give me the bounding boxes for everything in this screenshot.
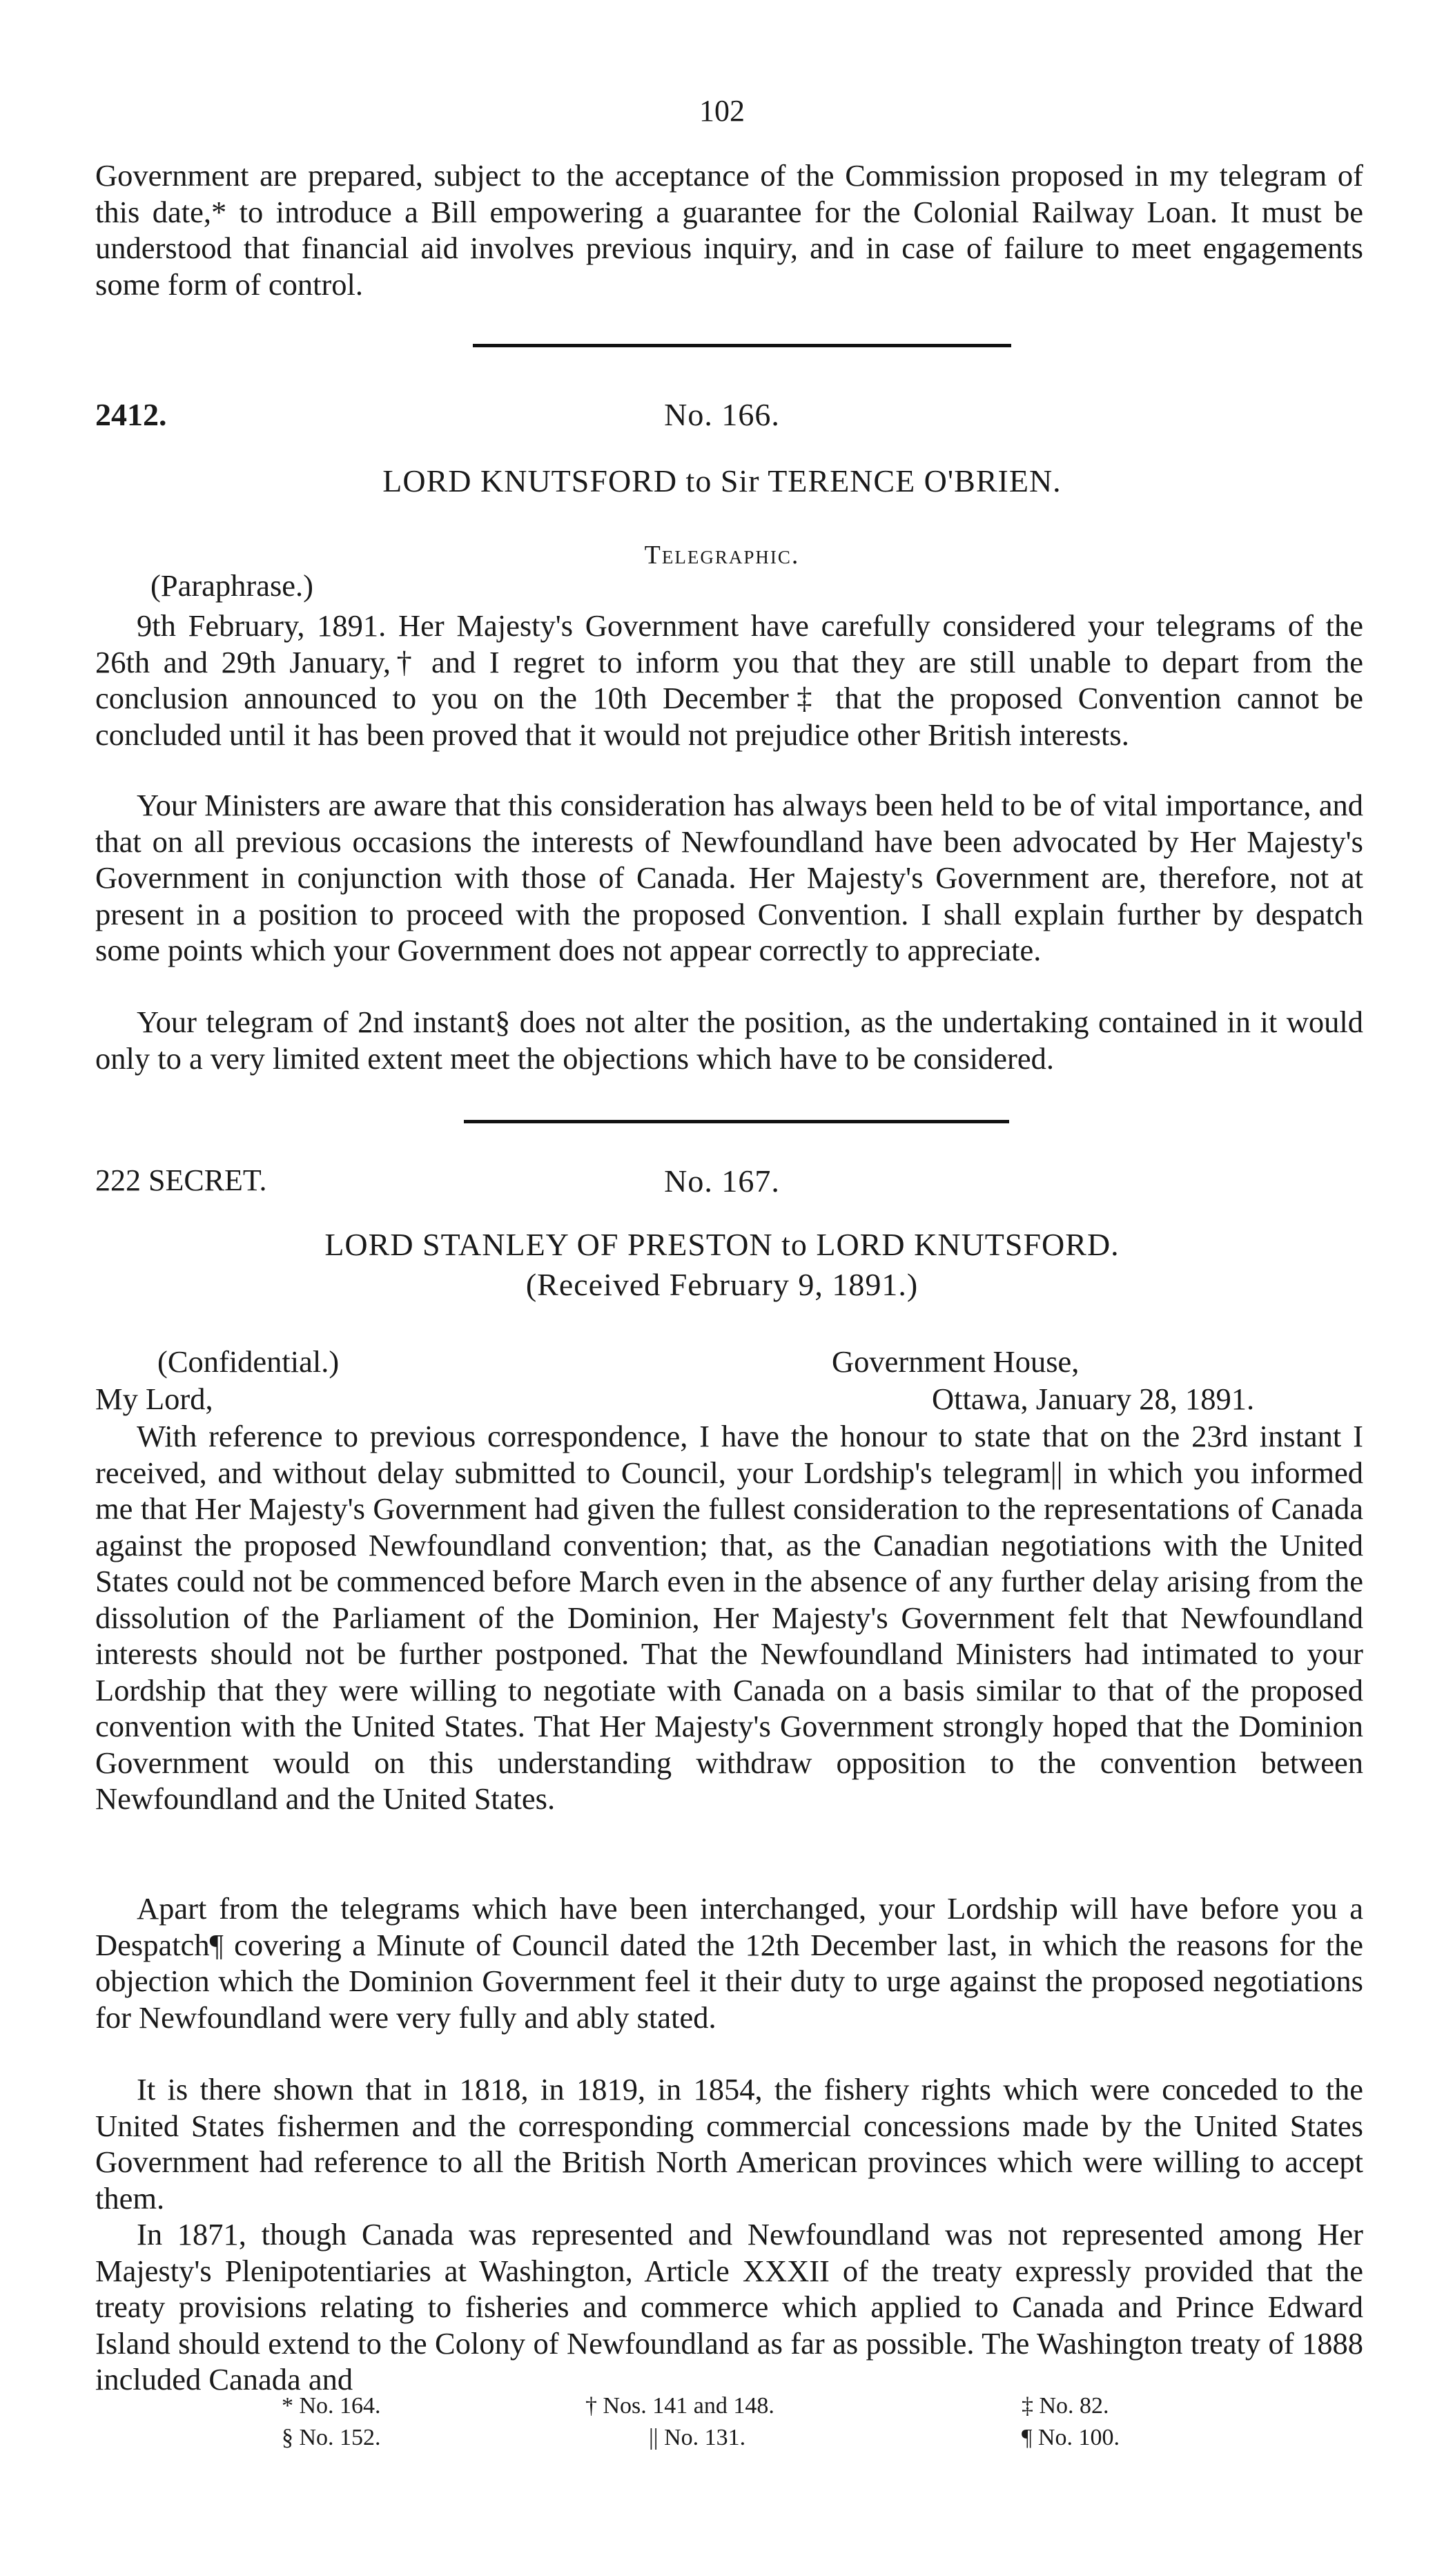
section-divider xyxy=(464,1120,1009,1123)
section-divider xyxy=(473,344,1011,347)
doc167-confidential: (Confidential.) xyxy=(157,1344,340,1379)
footnote: † Nos. 141 and 148. xyxy=(585,2393,774,2419)
doc166-title: LORD KNUTSFORD to Sir TERENCE O'BRIEN. xyxy=(382,463,1062,498)
doc167-address-line2: Ottawa, January 28, 1891. xyxy=(932,1382,1255,1416)
footnote: ¶ No. 100. xyxy=(1022,2425,1120,2450)
doc166-number: No. 166. xyxy=(664,397,780,432)
footnote: ‡ No. 82. xyxy=(1022,2393,1109,2419)
doc167-address-line1: Government House, xyxy=(832,1344,1080,1379)
doc167-number: No. 167. xyxy=(664,1163,780,1199)
page-number: 102 xyxy=(699,94,745,128)
doc167-received: (Received February 9, 1891.) xyxy=(525,1267,919,1302)
doc167-left-number: 222 SECRET. xyxy=(95,1163,267,1197)
doc166-paraphrase: (Paraphrase.) xyxy=(150,568,313,603)
doc167-para4: In 1871, though Canada was represented and Newfoundland was not represented among Her Majesty's Plenipotentiaries at Washington, Article XXXII of the treaty expressly provided that the treaty provisions relating to fisheries and commerce which applied to Canada and Prince Edward Island should extend to the Colony of Newfoundland as far as possible. The Washington treaty of 1888 included Canada and xyxy=(95,2217,1363,2396)
doc167-title: LORD STANLEY OF PRESTON to LORD KNUTSFORD. xyxy=(324,1227,1120,1262)
doc167-para3: It is there shown that in 1818, in 1819, in 1854, the fishery rights which were conceded to the United States fishermen and the corresponding commercial concessions made by the United States Government had reference to all the British North American provinces which were willing to accept them. xyxy=(95,2072,1363,2216)
doc167-salutation: My Lord, xyxy=(95,1382,213,1416)
doc166-para1: 9th February, 1891. Her Majesty's Government have carefully considered your telegrams of the 26th and 29th January,† and I regret to inform you that they are still unable to depart from the conclusion announced to you on the 10th December‡ that the proposed Convention cannot be concluded until it has been proved that it would not prejudice other British interests. xyxy=(95,608,1363,752)
doc166-para3: Your telegram of 2nd instant§ does not alter the position, as the undertaking contained in it would only to a very limited extent meet the objections which have to be considered. xyxy=(95,1005,1363,1076)
doc166-telegraphic: Telegraphic. xyxy=(644,541,800,570)
doc167-para1: With reference to previous correspondence, I have the honour to state that on the 23rd instant I received, and without delay submitted to Council, your Lordship's telegram|| in which you informed me that Her Majesty's Government had given the fullest consideration to the representations of Canada against the proposed Newfoundland convention; that, as the Canadian negotiations with the United States could not be commenced before March even in the absence of any further delay arising from the dissolution of the Parliament of the Dominion, Her Majesty's Government felt that Newfoundland interests should not be further postponed. That the Newfoundland Ministers had intimated to your Lordship that they were willing to negotiate with Canada on a basis similar to that of the proposed convention with the United States. That Her Majesty's Government strongly hoped that the Dominion Government would on this understanding withdraw opposition to the convention between Newfoundland and the United States. xyxy=(95,1419,1363,1816)
footnote: * No. 164. xyxy=(282,2393,381,2419)
doc167-para2: Apart from the telegrams which have been interchanged, your Lordship will have before you a Despatch¶ covering a Minute of Council dated the 12th December last, in which the reasons for the objection which the Dominion Government feel it their duty to urge against the proposed negotiations for Newfoundland were very fully and ably stated. xyxy=(95,1891,1363,2035)
footnote: § No. 152. xyxy=(282,2425,381,2450)
intro-paragraph: Government are prepared, subject to the acceptance of the Commission proposed in my telegram of this date,* to introduce a Bill empowering a guarantee for the Colonial Railway Loan. It must be understood that financial aid involves previous inquiry, and in case of failure to meet engagements some form of control. xyxy=(95,158,1363,302)
doc166-para2: Your Ministers are aware that this consideration has always been held to be of vital importance, and that on all previous occasions the interests of Newfoundland have been advocated by Her Majesty's Government in conjunction with those of Canada. Her Majesty's Government are, therefore, not at present in a position to proceed with the proposed Convention. I shall explain further by despatch some points which your Government does not appear correctly to appreciate. xyxy=(95,788,1363,967)
doc166-left-number: 2412. xyxy=(95,397,167,432)
footnote: || No. 131. xyxy=(649,2425,746,2450)
